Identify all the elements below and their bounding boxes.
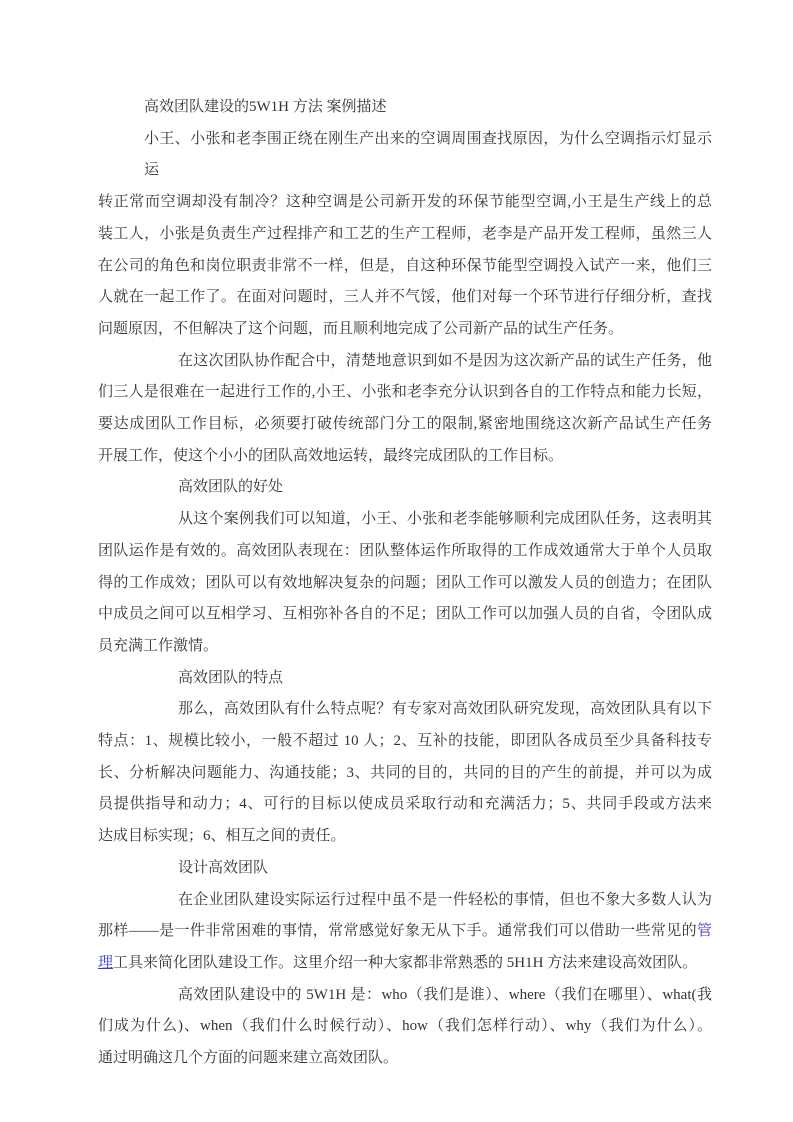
text-line: 通过明确这几个方面的问题来建立高效团队。	[98, 1050, 399, 1067]
text-line: 问题原因，不但解决了这个问题，而且顺利地完成了公司新产品的试生产任务。	[98, 320, 624, 337]
text-line: 员充满工作激情。	[98, 637, 219, 654]
text-line: 在企业团队建设实际运行过程中虽不是一件轻松的事情，但也不象大多数人认为	[178, 891, 712, 908]
text-line: 团队运作是有效的。高效团队表现在：团队整体运作所取得的工作成效通常大于单个人员取	[98, 542, 712, 559]
text-line: 人就在一起工作了。在面对问题时，三人并不气馁，他们对每一个环节进行仔细分析，查找	[98, 289, 712, 306]
text-line: 们三人是很难在一起进行工作的,小王、小张和老李充分认识到各自的工作特点和能力长短，	[98, 384, 712, 401]
document-body	[98, 92, 712, 1075]
text-line	[98, 916, 712, 948]
text-line: 那么，高效团队有什么特点呢？有专家对高效团队研究发现，高效团队具有以下	[178, 701, 712, 718]
text-segment: 工具来简化团队建设工作。这里介绍一种大家都非常熟悉的 5H1H 方法来建设高效团队。	[113, 954, 698, 971]
text-line: 转正常而空调却没有制冷？这种空调是公司新开发的环保节能型空调,小王是生产线上的总	[98, 194, 712, 211]
text-line: 员提供指导和动力；4、可行的目标以使成员采取行动和充满活力；5、共同手段或方法来	[98, 796, 712, 813]
text-line: 在这次团队协作配合中，清楚地意识到如不是因为这次新产品的试生产任务，他	[178, 352, 712, 369]
text-line: 达成目标实现；6、相互之间的责任。	[98, 828, 346, 845]
text-line: 装工人，小张是负责生产过程排产和工艺的生产工程师，老李是产品开发工程师，虽然三人	[98, 225, 712, 242]
section-heading: 设计高效团队	[178, 859, 269, 876]
text-line	[98, 948, 712, 980]
text-line: 们成为什么)、when（我们什么时候行动）、how（我们怎样行动）、why（我们为什么）。	[98, 1018, 712, 1035]
text-line: 特点：1、规模比较小，一般不超过 10 人；2、互补的技能，即团队各成员至少具备科技专	[98, 733, 712, 750]
text-line: 小王、小张和老李围正绕在刚生产出来的空调周围查找原因，为什么空调指示灯显示运	[144, 130, 712, 179]
text-line: 长、分析解决问题能力、沟通技能；3、共同的目的，共同的目的产生的前提，并可以为成	[98, 764, 712, 781]
link-management-tools[interactable]: 管	[696, 923, 712, 940]
document-title: 高效团队建设的5W1H 方法 案例描述	[144, 99, 387, 115]
link-management-tools[interactable]: 理	[98, 954, 114, 971]
text-line: 得的工作成效；团队可以有效地解决复杂的问题；团队工作可以激发人员的创造力；在团队	[98, 574, 712, 591]
text-line: 在公司的角色和岗位职责非常不一样，但是，自这种环保节能型空调投入试产一来，他们三	[98, 257, 712, 274]
text-line: 高效团队建设中的 5W1H 是：who（我们是谁）、where（我们在哪里）、what(我	[178, 986, 712, 1003]
section-heading: 高效团队的好处	[178, 479, 284, 496]
text-line: 中成员之间可以互相学习、互相弥补各自的不足；团队工作可以加强人员的自省，令团队成	[98, 606, 712, 623]
section-heading: 高效团队的特点	[178, 669, 284, 686]
text-line: 要达成团队工作目标，必须要打破传统部门分工的限制,紧密地围绕这次新产品试生产任务	[98, 416, 712, 433]
text-line: 开展工作，使这个小小的团队高效地运转，最终完成团队的工作目标。	[98, 447, 564, 464]
text-line: 从这个案例我们可以知道，小王、小张和老李能够顺利完成团队任务，这表明其	[178, 511, 712, 528]
text-segment: 那样——是一件非常困难的事情，常常感觉好象无从下手。通常我们可以借助一些常见的	[98, 923, 697, 940]
